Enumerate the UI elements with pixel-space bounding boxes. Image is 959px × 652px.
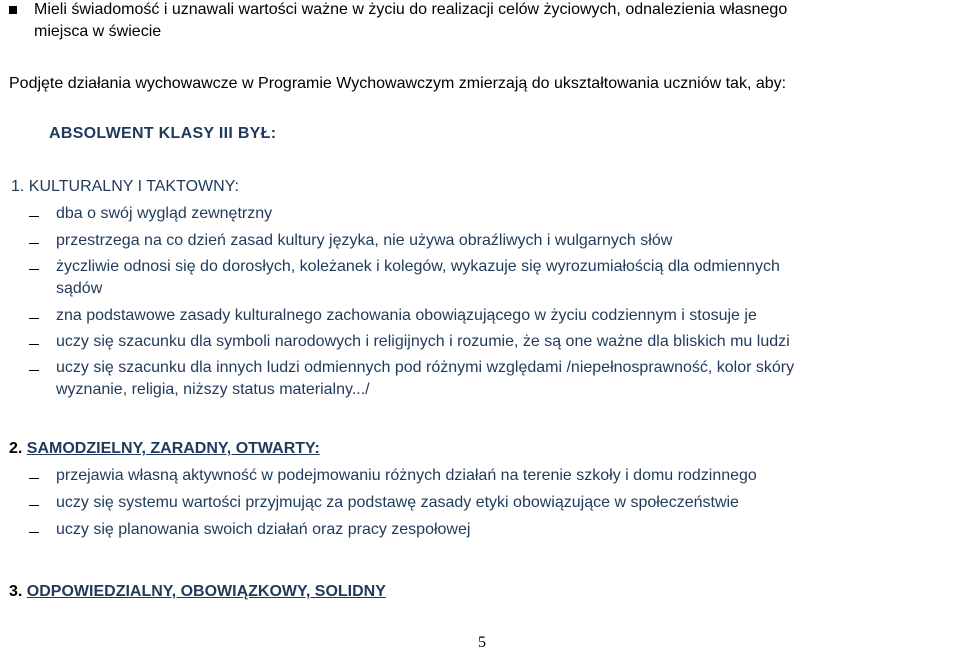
- graduate-heading: ABSOLWENT KLASY III BYŁ:: [49, 125, 277, 142]
- dash-icon: [29, 532, 39, 533]
- section-2-number: 2.: [9, 440, 23, 457]
- list-item: zna podstawowe zasady kulturalnego zachowania obowiązującego w życiu codziennym i stosuje je: [56, 307, 757, 324]
- list-item: przejawia własną aktywność w podejmowaniu różnych działań na terenie szkoły i domu rodzinnego: [56, 467, 757, 484]
- intro-line-1: Mieli świadomość i uznawali wartości ważne w życiu do realizacji celów życiowych, odnalezienia własnego: [34, 1, 788, 18]
- section-3-title: [9, 582, 386, 602]
- list-item: dba o swój wygląd zewnętrzny: [56, 205, 273, 222]
- intro-line-2: miejsca w świecie: [34, 23, 162, 40]
- list-item: uczy się szacunku dla symboli narodowych i religijnych i rozumie, że są one ważne dla bliskich mu ludzi: [56, 333, 790, 350]
- list-item: uczy się szacunku dla innych ludzi odmiennych pod różnymi względami /niepełnosprawność, kolor skóry: [56, 359, 795, 376]
- list-item-continuation: sądów: [56, 280, 103, 297]
- section-1-label: KULTURALNY I TAKTOWNY:: [28, 178, 239, 195]
- dash-icon: [29, 478, 39, 479]
- section-1-number: 1.: [11, 178, 25, 195]
- section-3-number: 3.: [9, 583, 23, 600]
- dash-icon: [29, 505, 39, 506]
- dash-icon: [29, 318, 39, 319]
- list-item: życzliwie odnosi się do dorosłych, koleżanek i kolegów, wykazuje się wyrozumiałością dla odmiennych: [56, 258, 780, 275]
- section-2-label: SAMODZIELNY, ZARADNY, OTWARTY:: [26, 440, 320, 457]
- page-number: 5: [478, 634, 486, 651]
- list-item: uczy się systemu wartości przyjmując za podstawę zasady etyki obowiązujące w społeczeństwie: [56, 494, 739, 511]
- paragraph: Podjęte działania wychowawcze w Programie Wychowawczym zmierzają do ukształtowania uczniów tak, aby:: [9, 75, 787, 92]
- dash-icon: [29, 243, 39, 244]
- list-item: przestrzega na co dzień zasad kultury języka, nie używa obraźliwych i wulgarnych słów: [56, 232, 673, 249]
- section-2-title: [9, 439, 320, 459]
- dash-icon: [29, 370, 39, 371]
- section-1-title: [11, 177, 239, 197]
- square-bullet-icon: [9, 6, 17, 14]
- dash-icon: [29, 216, 39, 217]
- list-item: uczy się planowania swoich działań oraz pracy zespołowej: [56, 521, 471, 538]
- dash-icon: [29, 344, 39, 345]
- dash-icon: [29, 269, 39, 270]
- list-item-continuation: wyznanie, religia, niższy status materialny.../: [56, 381, 370, 398]
- section-3-label: ODPOWIEDZIALNY, OBOWIĄZKOWY, SOLIDNY: [26, 583, 386, 600]
